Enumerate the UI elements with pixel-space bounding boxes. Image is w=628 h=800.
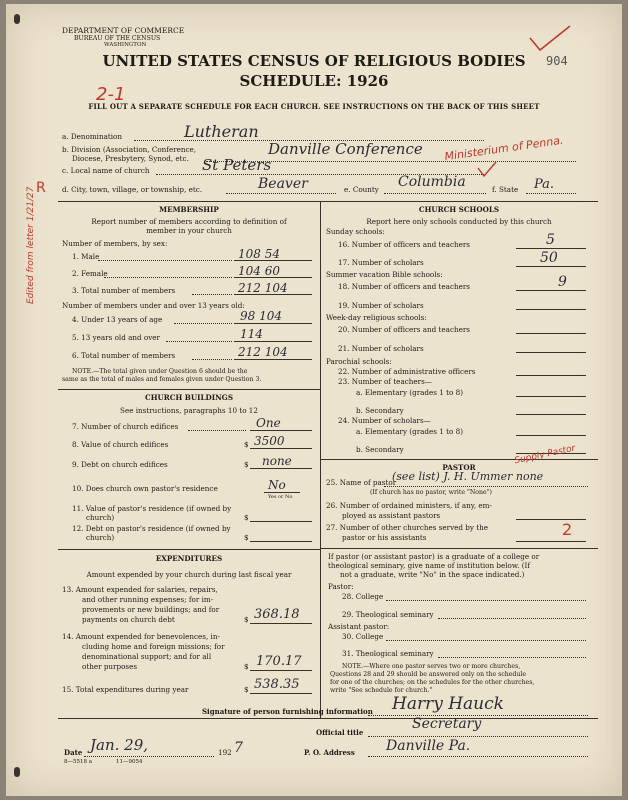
census-schedule-page (6, 4, 622, 796)
membership-note-1: NOTE.—The total given under Question 6 should be the (72, 368, 248, 375)
expenditures-sub: Amount expended by your church during last fiscal year (86, 570, 292, 579)
male-label: 1. Male (72, 252, 100, 261)
weekday-teachers-label: 20. Number of officers and teachers (338, 325, 470, 334)
dollar-sign: $ (244, 460, 249, 469)
instruction-line: FILL OUT A SEPARATE SCHEDULE FOR EACH CHURCH. SEE INSTRUCTIONS ON THE BACK OF THIS SHEET (88, 102, 540, 111)
pastor-note-3: for one of the churches; on the schedules for the other churches, (330, 679, 535, 686)
residence-debt-label-1: 12. Debt on pastor's residence (if owned by (72, 524, 231, 533)
dollar-sign: $ (244, 615, 249, 624)
benevolences-label-3: denominational support; and for all (82, 652, 212, 661)
dept-name: DEPARTMENT OF COMMERCE (62, 26, 185, 35)
edifices-value-value: 3500 (254, 434, 285, 448)
female-label: 2. Female (72, 269, 108, 278)
schools-heading: CHURCH SCHOOLS (418, 205, 500, 214)
female-value: 104 60 (238, 264, 280, 278)
owns-residence-label: 10. Does church own pastor's residence (72, 484, 218, 493)
teachers-secondary-label: b. Secondary (356, 406, 404, 415)
membership-note-2: same as the total of males and females given under Question 3. (62, 376, 262, 383)
buildings-heading: CHURCH BUILDINGS (144, 393, 234, 402)
yes-no-hint: Yes or No (268, 494, 293, 500)
division-value: Danville Conference (268, 140, 423, 158)
denomination-value: Lutheran (184, 122, 259, 141)
county-value: Columbia (398, 174, 466, 190)
red-tick-icon (476, 160, 498, 180)
membership-sub2: member in your church (146, 226, 232, 235)
graduate-instruction-1: If pastor (or assistant pastor) is a graduate of a college or (328, 552, 540, 561)
benevolences-label-1: 14. Amount expended for benevolences, in- (62, 632, 220, 641)
signature-label: Signature of person furnishing information (202, 707, 373, 716)
age-intro-label: Number of members under and over 13 years old: (62, 301, 245, 310)
pastor-note-1: NOTE.—Where one pastor serves two or more churches, (342, 663, 521, 670)
assistant-ministers-label-1: 26. Number of ordained ministers, if any, em- (326, 501, 492, 510)
weekday-scholars-label: 21. Number of scholars (338, 344, 424, 353)
schools-sub: Report here only schools conducted by this church (366, 217, 552, 226)
city-label: d. City, town, village, or township, etc. (62, 185, 203, 194)
state-value: Pa. (534, 177, 555, 192)
city-value: Beaver (258, 176, 308, 192)
scholars-elementary-label: a. Elementary (grades 1 to 8) (356, 427, 463, 436)
buildings-sub: See instructions, paragraphs 10 to 12 (120, 406, 258, 415)
po-address-label: P. O. Address (304, 748, 355, 757)
pastor-seminary-label: 29. Theological seminary (342, 610, 434, 619)
dollar-sign: $ (244, 662, 249, 671)
members-by-sex-label: Number of members, by sex: (62, 239, 168, 248)
form-number: 8—5518 a (64, 759, 93, 765)
over-13-label: 5. 13 years old and over (72, 333, 160, 342)
local-name-label: c. Local name of church (62, 166, 150, 175)
local-name-value: St Peters (202, 156, 272, 174)
red-checkmark-icon (526, 24, 576, 54)
dollar-sign: $ (244, 685, 249, 694)
dollar-sign: $ (244, 440, 249, 449)
scholars-secondary-label: b. Secondary (356, 445, 404, 454)
other-churches-label-2: pastor or his assistants (342, 533, 427, 542)
county-label: e. County (344, 185, 379, 194)
pastor-note-2: Questions 28 and 29 should be answered only on the schedule (330, 671, 527, 678)
total-expenditures-label: 15. Total expenditures during year (62, 685, 189, 694)
bureau-name: BUREAU OF THE CENSUS (74, 35, 161, 42)
edited-side-note: Edited from letter 1/21/27 (26, 186, 36, 304)
under-13-label: 4. Under 13 years of age (72, 315, 163, 324)
pastor-name-value: (see list) J. H. Ummer none (392, 470, 544, 483)
expenditures-heading: EXPENDITURES (155, 554, 223, 563)
division-label-2: Diocese, Presbytery, Synod, etc. (72, 154, 189, 163)
graduate-instruction-3: not a graduate, write "No" in the space indicated.) (340, 570, 525, 579)
parochial-teachers-label: 23. Number of teachers— (338, 377, 432, 386)
supply-pastor-note: Supply Pastor (513, 443, 577, 467)
form-title: UNITED STATES CENSUS OF RELIGIOUS BODIES (102, 52, 526, 70)
date-value: Jan. 29, (90, 736, 149, 754)
membership-heading: MEMBERSHIP (159, 205, 219, 214)
date-label: Date (64, 748, 83, 757)
salaries-label-4: payments on church debt (82, 615, 175, 624)
total-age-value: 212 104 (238, 345, 288, 359)
pastor-note-4: write "See schedule for church." (330, 687, 433, 694)
red-r-mark: R (36, 180, 46, 196)
owns-residence-value: No (268, 478, 286, 492)
teachers-elementary-label: a. Elementary (grades 1 to 8) (356, 388, 463, 397)
dollar-sign: $ (244, 533, 249, 542)
residence-debt-label-2: church) (86, 533, 115, 542)
male-value: 108 54 (238, 247, 280, 261)
pastor-heading: PASTOR (442, 463, 476, 472)
edifices-debt-label: 9. Debt on church edifices (72, 460, 168, 469)
residence-value-label-1: 11. Value of pastor's residence (if owned by (72, 504, 232, 513)
benevolences-value: 170.17 (256, 654, 302, 669)
other-churches-label-1: 27. Number of other churches served by the (326, 523, 489, 532)
edifices-debt-value: none (262, 454, 292, 468)
denomination-label: a. Denomination (62, 132, 122, 141)
summer-teachers-label: 18. Number of officers and teachers (338, 282, 470, 291)
year-prefix: 192 (218, 748, 232, 757)
sunday-scholars-value: 50 (540, 250, 558, 266)
residence-value-label-2: church) (86, 513, 115, 522)
red-mark-2-1: 2-1 (96, 84, 126, 105)
official-title-value: Secretary (412, 716, 482, 732)
assistant-seminary-label: 31. Theological seminary (342, 649, 434, 658)
po-address-value: Danville Pa. (386, 738, 471, 754)
under-13-value: 98 104 (240, 309, 282, 323)
division-red-note: Ministerium of Penna. (443, 133, 565, 164)
weekday-schools-label: Week-day religious schools: (326, 313, 427, 322)
edifices-value-label: 8. Value of church edifices (72, 440, 169, 449)
assistant-sub-label: Assistant pastor: (328, 622, 390, 631)
pastor-name-label: 25. Name of pastor (326, 478, 397, 487)
sunday-teachers-label: 16. Number of officers and teachers (338, 240, 470, 249)
total-age-label: 6. Total number of members (72, 351, 176, 360)
salaries-label-1: 13. Amount expended for salaries, repairs, (62, 585, 218, 594)
punch-hole (14, 767, 20, 777)
dollar-sign: $ (244, 513, 249, 522)
pastor-sub-label: Pastor: (328, 582, 354, 591)
summer-teachers-value: 9 (558, 274, 567, 290)
division-label-1: b. Division (Association, Conference, (62, 145, 197, 154)
salaries-label-2: and other running expenses; for im- (82, 595, 214, 604)
summer-scholars-label: 19. Number of scholars (338, 301, 424, 310)
total-members-label: 3. Total number of members (72, 286, 176, 295)
benevolences-label-4: other purposes (82, 662, 138, 671)
pastor-college-label: 28. College (342, 592, 384, 601)
sunday-scholars-label: 17. Number of scholars (338, 258, 424, 267)
assistant-college-label: 30. College (342, 632, 384, 641)
salaries-value: 368.18 (254, 607, 300, 622)
schedule-number: 904 (546, 54, 568, 68)
punch-hole (14, 14, 20, 24)
total-members-value: 212 104 (238, 281, 288, 295)
pastor-name-hint: (If church has no pastor, write "None") (370, 489, 492, 496)
sunday-teachers-value: 5 (546, 232, 555, 248)
total-expenditures-value: 538.35 (254, 677, 300, 692)
benevolences-label-2: cluding home and foreign missions; for (82, 642, 225, 651)
summer-schools-label: Summer vacation Bible schools: (326, 270, 443, 279)
other-churches-value: 2 (562, 520, 573, 539)
city-name: WASHINGTON (104, 42, 147, 48)
graduate-instruction-2: theological seminary, give name of institution below. (If (328, 561, 531, 570)
parochial-schools-label: Parochial schools: (326, 357, 392, 366)
assistant-ministers-label-2: ployed as assistant pastors (342, 511, 441, 520)
signature-value: Harry Hauck (392, 694, 504, 714)
year-value: 7 (234, 740, 243, 756)
print-number: 11—9054 (116, 759, 143, 765)
salaries-label-3: provements or new buildings; and for (82, 605, 220, 614)
state-label: f. State (492, 185, 519, 194)
edifices-count-value: One (256, 416, 281, 430)
sunday-schools-label: Sunday schools: (326, 227, 385, 236)
schedule-year: SCHEDULE: 1926 (239, 72, 389, 90)
edifices-count-label: 7. Number of church edifices (72, 422, 179, 431)
over-13-value: 114 (240, 327, 263, 341)
membership-sub1: Report number of members according to definition of (91, 217, 287, 226)
official-title-label: Official title (316, 728, 364, 737)
parochial-scholars-label: 24. Number of scholars— (338, 416, 431, 425)
parochial-officers-label: 22. Number of administrative officers (338, 367, 476, 376)
